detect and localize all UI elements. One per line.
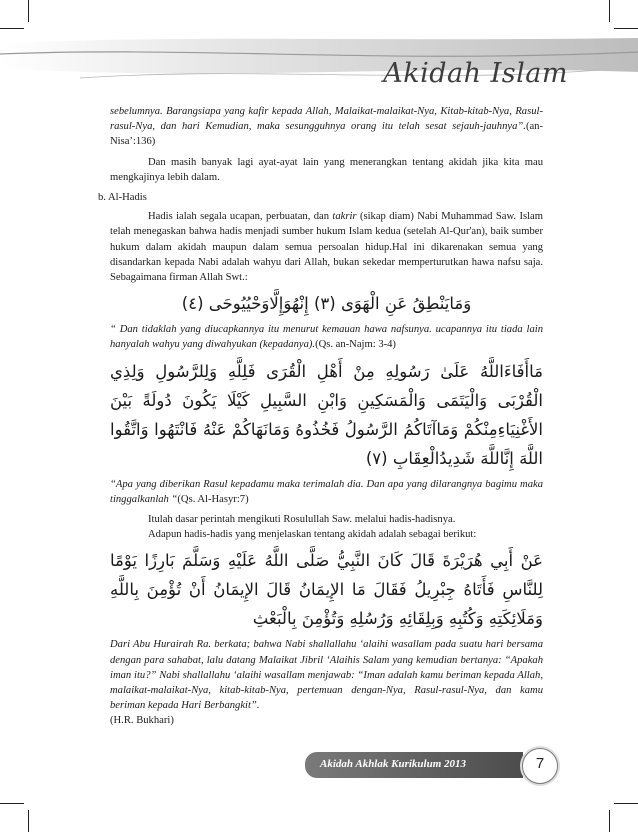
translation-text: Dari Abu Hurairah Ra. berkata; bahwa Nabi shallallahu ‘alaihi wasallam pada suatu hari bersama dengan para sahabat, lalu datang Malaikat Jibril ‘Alaihis Salam yang kemudian bertanya: “Apakah iman itu?” Nabi shallallahu ‘alaihi wasallam menjawab: “Iman adalah kamu beriman kepada Allah, malaikat-malaikat-Nya, kitab-kitab-Nya, pertemuan dengan-Nya, Rasul-rasul-Nya, dan kamu beriman kepada Hari Berbangkit”. — [110, 639, 543, 712]
quote-paragraph — [110, 104, 543, 150]
verse-reference: (Qs. an-Najm: 3-4) — [315, 339, 396, 351]
header-title: Akidah Islam — [383, 58, 568, 89]
verse-reference: (Qs. Al-Hasyr:7) — [177, 493, 249, 505]
page-content — [98, 104, 543, 729]
translation-paragraph — [110, 637, 543, 713]
crop-mark — [28, 810, 29, 832]
body-paragraph — [110, 209, 543, 285]
text-span: Hadis ialah segala ucapan, perbuatan, dan — [148, 211, 333, 223]
hadith-reference: (H.R. Bukhari) — [110, 715, 174, 727]
body-paragraph: Itulah dasar perintah mengikuti Rosulullah Saw. melalui hadis-hadisnya. — [148, 514, 456, 526]
arabic-hadith: عَنْ أَبِي هُرَيْرَةَ قَالَ كَانَ النَّبِيُّ صَلَّى اللَّهُ عَلَيْهِ وَسَلَّمَ بَارِزًا يَوْمًا لِلنَّاسِ فَأَتَاهُ جِبْرِيلُ فَقَالَ مَا الإِيمَانُ قَالَ الإِيمَانُ أَنْ تُؤْمِنَ بِاللَّهِ وَمَلَائِكَتِهِ وَكُتُبِهِ وَبِلِقَائِهِ وَرُسُلِهِ وَتُؤْمِنَ بِالْبَعْثِ — [110, 551, 543, 629]
footer-title: Akidah Akhlak Kurikulum 2013 — [320, 758, 467, 770]
crop-mark — [609, 0, 610, 22]
crop-mark — [0, 28, 24, 29]
arabic-verse: وَمَايَنْطِقُ عَنِ الْهَوَى (٣) إِنْهُوَإِلَّاوَحْيُيُوحَى (٤) — [181, 294, 472, 314]
translation-paragraph — [110, 322, 543, 352]
crop-mark — [614, 803, 638, 804]
quote-reference: (an-Nisa’:136) — [110, 121, 543, 148]
term-takrir: takrir — [332, 211, 357, 223]
crop-mark — [28, 0, 29, 22]
crop-mark — [614, 28, 638, 29]
translation-text: “Apa yang diberikan Rasul kepadamu maka terimalah dia. Dan apa yang dilarangnya bagimu maka tinggalkanlah “ — [110, 478, 543, 505]
translation-paragraph — [110, 477, 543, 507]
body-paragraph: Adapun hadis-hadis yang menjelaskan tentang akidah adalah sebagai berikut: — [148, 529, 477, 541]
arabic-verse: مَاأَفَاءَاللَّهُ عَلَىٰ رَسُولِهِ مِنْ أَهْلِ الْقُرَى فَلِلَّهِ وَلِلرَّسُولِ وَلِذِي الْقُرْبَى وَالْيَتَمَى وَالْمَسَكِينِ وَابْنِ السَّبِيلِ كَيْلَا يَكُونَ دُولَةً بَيْنَ الأَغْنِيَاءِمِنْكُمْ وَمَاآتَاكُمُ الرَّسُولُ فَخُذُوهُ وَمَانَهَاكُمْ عَنْهُ فَانْتَهُوا وَاتَّقُوا اللَّهَ إِنَّاللَّهَ شَدِيدُالْعِقَابِ (٧) — [110, 361, 543, 468]
page-number: 7 — [535, 755, 545, 772]
body-paragraph: Dan masih banyak lagi ayat-ayat lain yang menerangkan tentang akidah jika kita mau mengkajinya lebih dalam. — [110, 156, 543, 183]
section-heading: b. Al-Hadis — [98, 192, 147, 204]
translation-text: “ Dan tidaklah yang diucapkannya itu menurut kemauan hawa nafsunya. ucapannya itu tiada lain hanyalah wahyu yang diwahyukan (kepadanya). — [110, 324, 543, 351]
text-span: (sikap diam) Nabi Muhammad Saw. Islam telah menegaskan bahwa hadis menjadi sumber hukum Islam kedua (setelah Al-Qur'an), baik sumber hukum dalam akidah maupun dalam semua persoalan hidup.Hal ini dikarenakan semua yang disandarkan kepada Nabi adalah wahyu dari Allah, bukan sekedar memperturutkan hawa nafsu saja. Sebagaimana firman Allah Swt.: — [110, 211, 543, 284]
crop-mark — [609, 810, 610, 832]
crop-mark — [0, 803, 24, 804]
quote-text: sebelumnya. Barangsiapa yang kafir kepada Allah, Malaikat-malaikat-Nya, Kitab-kitab-Nya, Rasul-rasul-Nya, dan hari Kemudian, maka sesungguhnya orang itu telah sesat sejauh-jauhnya”. — [110, 106, 543, 133]
